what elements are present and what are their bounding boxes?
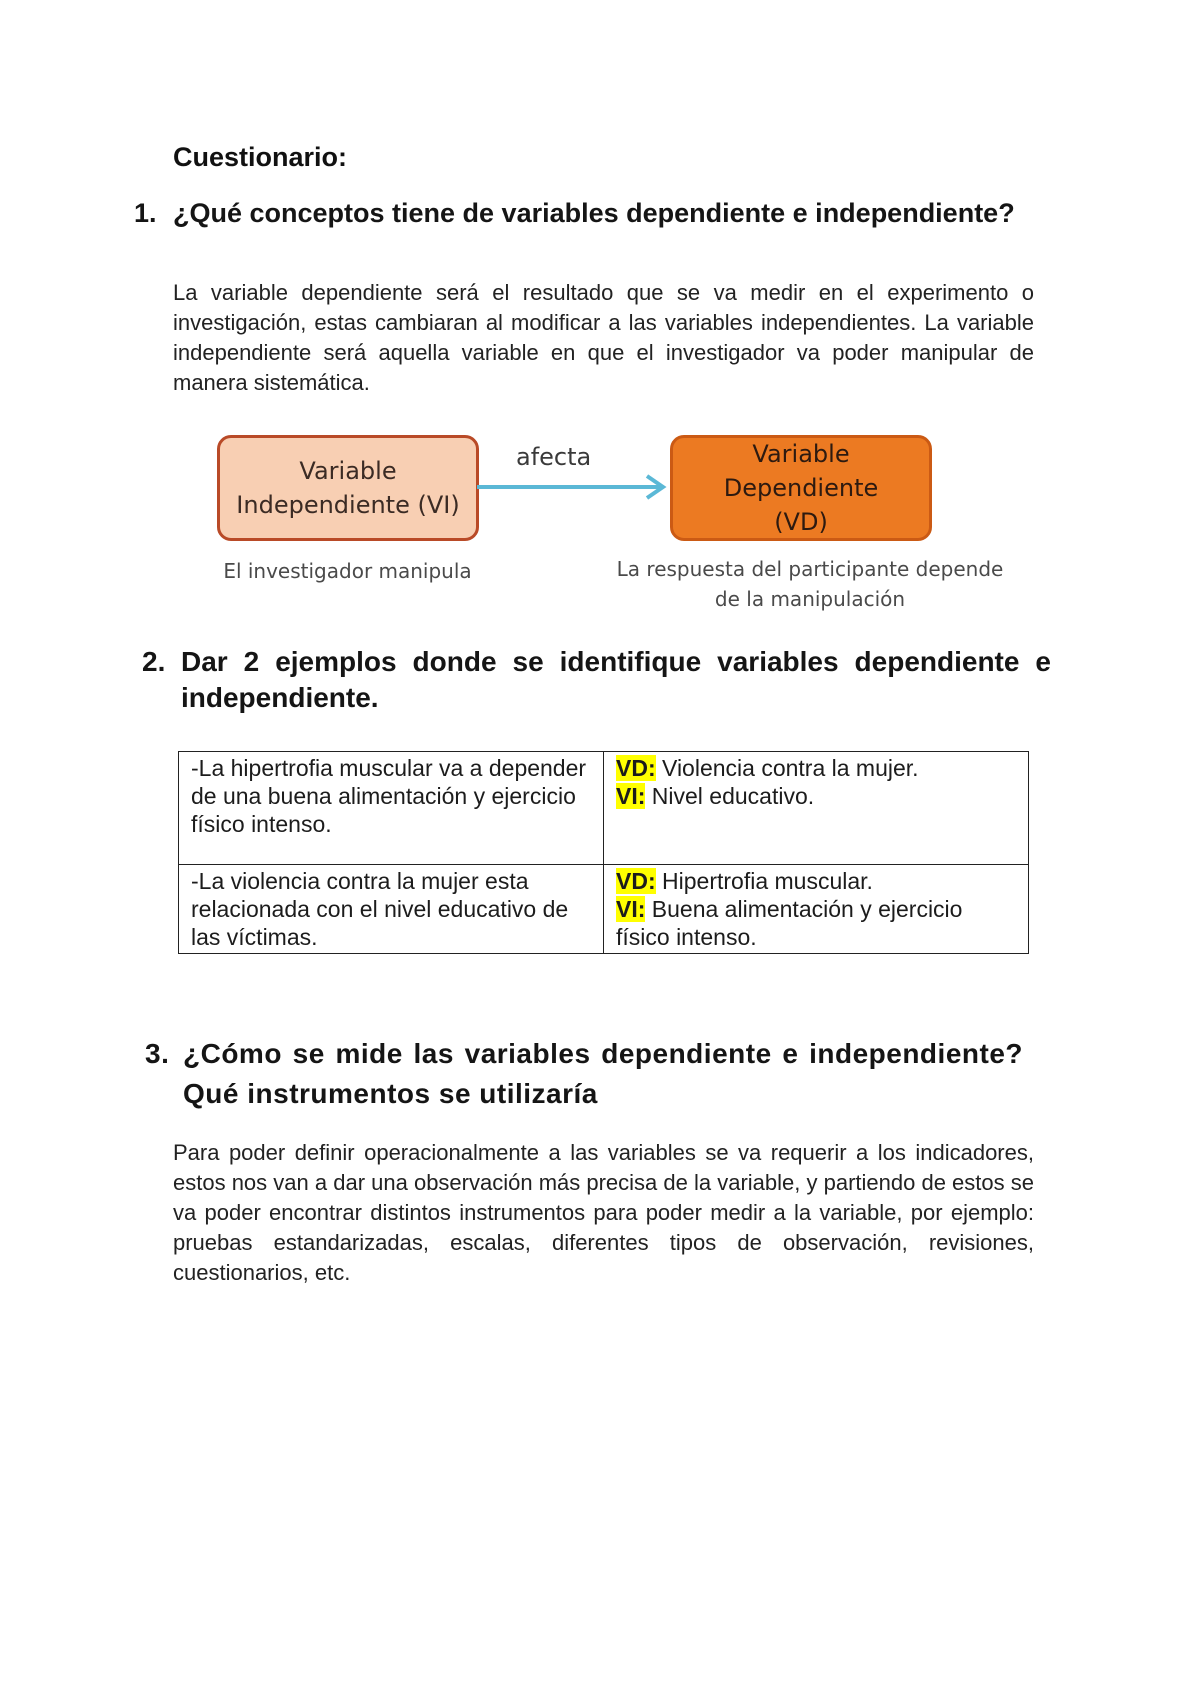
box-vi-line2: Independiente (VI) <box>236 491 460 519</box>
example-cell: -La hipertrofia muscular va a depender de una buena alimentación y ejercicio físico intenso. <box>179 752 604 865</box>
vi-label: VI: <box>616 896 646 922</box>
document-title: Cuestionario: <box>173 142 348 172</box>
variables-cell <box>604 865 1029 954</box>
vi-value: Buena alimentación y ejercicio físico intenso. <box>616 896 963 950</box>
vi-value: Nivel educativo. <box>645 783 815 809</box>
caption-vd-line1: La respuesta del participante depende <box>616 557 1004 581</box>
vd-line <box>616 867 1016 895</box>
vd-line <box>616 754 1016 782</box>
question-1-number: 1. <box>134 198 157 228</box>
variables-diagram <box>215 432 1010 617</box>
caption-vi: El investigador manipula <box>223 559 472 583</box>
vd-value: Hipertrofia muscular. <box>655 868 873 894</box>
vd-value: Violencia contra la mujer. <box>655 755 919 781</box>
arrow-label: afecta <box>516 443 592 471</box>
question-1-text: ¿Qué conceptos tiene de variables dependiente e independiente? <box>173 198 1015 228</box>
vi-line <box>616 782 1016 810</box>
example-cell: -La violencia contra la mujer esta relacionada con el nivel educativo de las víctimas. <box>179 865 604 954</box>
box-vd-line2: (VD) <box>774 508 828 536</box>
question-3 <box>145 1034 1023 1114</box>
dependent-variable-box <box>670 435 932 541</box>
question-1 <box>134 194 1026 232</box>
arrow-right-icon <box>477 472 672 502</box>
vi-line <box>616 895 1016 951</box>
table-row <box>179 865 1029 954</box>
table-row <box>179 752 1029 865</box>
vd-label: VD: <box>616 755 656 781</box>
answer-1: La variable dependiente será el resultado que se va medir en el experimento o investigación, estas cambiaran al modificar a las variables independientes. La variable independiente será aquella variable en que el investigador va poder manipular de manera sistemática. <box>173 280 1034 395</box>
vi-label: VI: <box>616 783 646 809</box>
answer-3: Para poder definir operacionalmente a las variables se va requerir a los indicadores, estos nos van a dar una observación más precisa de la variable, y partiendo de estos se va poder encontrar distintos instrumentos para poder medir a la variable, por ejemplo: pruebas estandarizadas, escalas, diferentes tipos de observación, revisiones, cuestionarios, etc. <box>173 1140 1034 1285</box>
box-vd-line1: Variable Dependiente <box>723 440 879 502</box>
question-2 <box>142 644 1051 716</box>
caption-vd <box>610 554 1010 614</box>
question-2-text: Dar 2 ejemplos donde se identifique variables dependiente e independiente. <box>181 646 1051 713</box>
variables-cell <box>604 752 1029 865</box>
box-vi-line1: Variable <box>299 457 397 485</box>
vd-label: VD: <box>616 868 656 894</box>
question-2-number: 2. <box>142 646 166 677</box>
question-3-text: ¿Cómo se mide las variables dependiente e independiente? Qué instrumentos se utilizaría <box>183 1038 1023 1109</box>
independent-variable-box <box>217 435 479 541</box>
question-3-number: 3. <box>145 1038 170 1069</box>
examples-table <box>178 751 1029 954</box>
caption-vd-line2: de la manipulación <box>714 587 906 611</box>
